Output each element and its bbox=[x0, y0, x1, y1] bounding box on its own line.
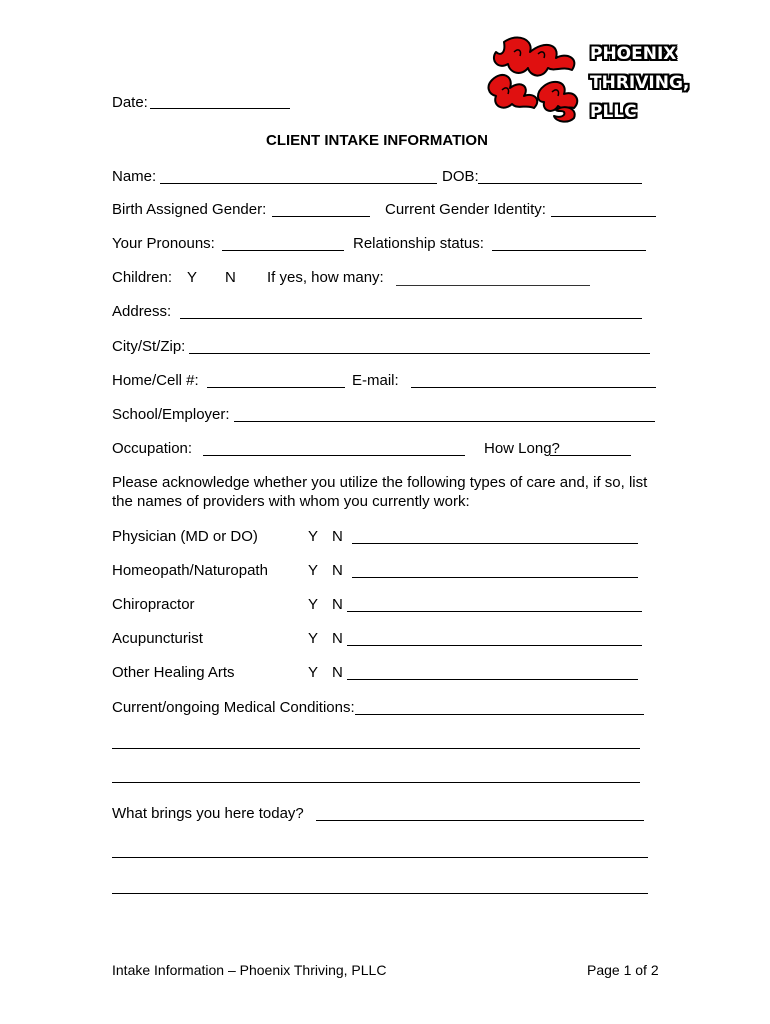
logo-line-3: PLLC bbox=[590, 102, 637, 122]
care-n-option[interactable]: N bbox=[332, 630, 343, 647]
phoenix-logo-icon bbox=[484, 30, 588, 126]
email-label: E-mail: bbox=[352, 372, 399, 389]
care-provider-field[interactable] bbox=[347, 679, 638, 680]
birth-gender-label: Birth Assigned Gender: bbox=[112, 201, 267, 218]
phone-field[interactable] bbox=[207, 387, 345, 388]
occupation-field[interactable] bbox=[203, 455, 465, 456]
medical-conditions-label: Current/ongoing Medical Conditions: bbox=[112, 699, 355, 716]
birth-gender-field[interactable] bbox=[272, 216, 370, 217]
care-n-option[interactable]: N bbox=[332, 596, 343, 613]
children-n-option[interactable]: N bbox=[225, 269, 236, 286]
care-instructions-line-1: Please acknowledge whether you utilize the following types of care and, if so, list bbox=[112, 474, 648, 491]
page-number: Page 1 of 2 bbox=[587, 962, 659, 978]
logo-line-2: THRIVING, bbox=[590, 73, 690, 93]
footer-left: Intake Information – Phoenix Thriving, PLLC bbox=[112, 962, 387, 978]
medical-conditions-line-2[interactable] bbox=[112, 748, 640, 749]
how-long-field[interactable] bbox=[550, 455, 631, 456]
relationship-label: Relationship status: bbox=[353, 235, 484, 252]
brings-you-line-2[interactable] bbox=[112, 857, 648, 858]
children-label: Children: bbox=[112, 269, 173, 286]
logo-line-1: PHOENIX bbox=[590, 44, 677, 64]
care-provider-field[interactable] bbox=[352, 543, 638, 544]
care-n-option[interactable]: N bbox=[332, 562, 343, 579]
brings-you-line-3[interactable] bbox=[112, 893, 648, 894]
care-y-option[interactable]: Y bbox=[308, 596, 319, 613]
care-instructions-line-2: the names of providers with whom you currently work: bbox=[112, 493, 470, 510]
brings-you-label: What brings you here today? bbox=[112, 805, 304, 822]
care-y-option[interactable]: Y bbox=[308, 528, 319, 545]
date-label: Date: bbox=[112, 94, 148, 111]
current-gender-field[interactable] bbox=[551, 216, 656, 217]
care-n-option[interactable]: N bbox=[332, 664, 343, 681]
care-y-option[interactable]: Y bbox=[308, 664, 319, 681]
care-label: Homeopath/Naturopath bbox=[112, 562, 268, 579]
dob-field[interactable] bbox=[478, 183, 642, 184]
how-long-label: How Long? bbox=[484, 440, 560, 457]
name-label: Name: bbox=[112, 168, 157, 185]
care-provider-field[interactable] bbox=[347, 611, 642, 612]
form-title: CLIENT INTAKE INFORMATION bbox=[266, 132, 488, 149]
how-many-field[interactable] bbox=[396, 285, 590, 286]
care-label: Physician (MD or DO) bbox=[112, 528, 258, 545]
relationship-field[interactable] bbox=[492, 250, 646, 251]
email-field[interactable] bbox=[411, 387, 656, 388]
name-field[interactable] bbox=[160, 183, 437, 184]
care-label: Acupuncturist bbox=[112, 630, 203, 647]
pronouns-field[interactable] bbox=[222, 250, 344, 251]
brings-you-field[interactable] bbox=[316, 820, 644, 821]
date-field[interactable] bbox=[150, 108, 290, 109]
city-field[interactable] bbox=[189, 353, 650, 354]
dob-label: DOB: bbox=[442, 168, 479, 185]
medical-conditions-field[interactable] bbox=[355, 714, 644, 715]
children-y-option[interactable]: Y bbox=[187, 269, 198, 286]
care-y-option[interactable]: Y bbox=[308, 630, 319, 647]
address-label: Address: bbox=[112, 303, 172, 320]
city-label: City/St/Zip: bbox=[112, 338, 186, 355]
care-provider-field[interactable] bbox=[347, 645, 642, 646]
current-gender-label: Current Gender Identity: bbox=[385, 201, 546, 218]
address-field[interactable] bbox=[180, 318, 642, 319]
how-many-label: If yes, how many: bbox=[267, 269, 384, 286]
school-label: School/Employer: bbox=[112, 406, 230, 423]
logo-text bbox=[590, 40, 689, 127]
care-y-option[interactable]: Y bbox=[308, 562, 319, 579]
medical-conditions-line-3[interactable] bbox=[112, 782, 640, 783]
care-label: Other Healing Arts bbox=[112, 664, 235, 681]
school-field[interactable] bbox=[234, 421, 655, 422]
pronouns-label: Your Pronouns: bbox=[112, 235, 215, 252]
care-n-option[interactable]: N bbox=[332, 528, 343, 545]
phone-label: Home/Cell #: bbox=[112, 372, 199, 389]
care-label: Chiropractor bbox=[112, 596, 195, 613]
occupation-label: Occupation: bbox=[112, 440, 193, 457]
care-provider-field[interactable] bbox=[352, 577, 638, 578]
